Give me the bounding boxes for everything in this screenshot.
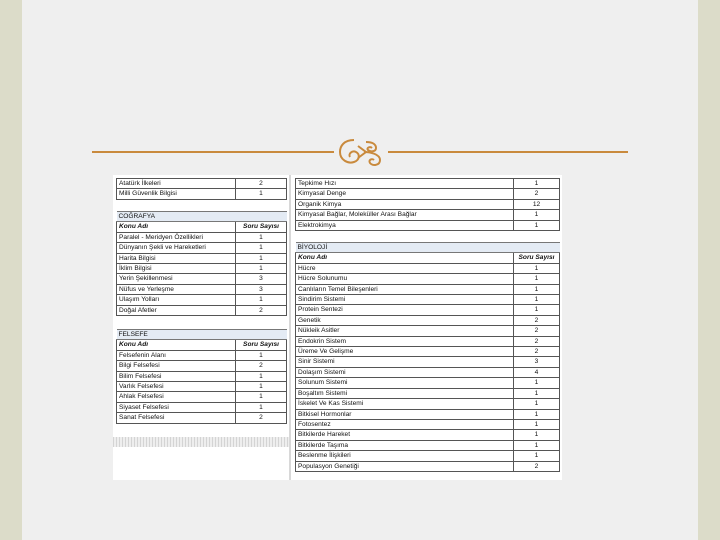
table-row bbox=[296, 336, 560, 346]
question-count-cell: 1 bbox=[514, 274, 560, 284]
column-header-topic: Konu Adı bbox=[117, 222, 236, 232]
table-row bbox=[117, 392, 287, 402]
question-count-cell: 1 bbox=[236, 253, 287, 263]
topic-name-cell: Doğal Afetler bbox=[117, 305, 236, 315]
table-row bbox=[117, 371, 287, 381]
question-count-cell: 1 bbox=[514, 210, 560, 220]
question-count-cell: 1 bbox=[514, 399, 560, 409]
question-count-cell: 2 bbox=[514, 336, 560, 346]
table-row bbox=[296, 295, 560, 305]
topic-name-cell: Nükleik Asitler bbox=[296, 326, 514, 336]
table-header-row bbox=[296, 253, 560, 263]
topic-name-cell: Ulaşım Yolları bbox=[117, 295, 236, 305]
topic-name-cell: Bilim Felsefesi bbox=[117, 371, 236, 381]
table-header-row bbox=[117, 222, 287, 232]
topic-name-cell: Boşaltım Sistemi bbox=[296, 388, 514, 398]
topic-name-cell: Solunum Sistemi bbox=[296, 378, 514, 388]
question-count-cell: 2 bbox=[514, 347, 560, 357]
question-count-cell: 1 bbox=[514, 263, 560, 273]
question-count-cell: 2 bbox=[236, 413, 287, 423]
table-row bbox=[296, 451, 560, 461]
cografya-table bbox=[116, 211, 287, 316]
question-count-cell: 2 bbox=[236, 305, 287, 315]
question-count-cell: 1 bbox=[514, 430, 560, 440]
topic-name-cell: Ahlak Felsefesi bbox=[117, 392, 236, 402]
section-title: FELSEFE bbox=[117, 330, 287, 340]
question-count-cell: 1 bbox=[236, 402, 287, 412]
section-title: BİYOLOJİ bbox=[296, 243, 560, 253]
topic-name-cell: Hücre Solunumu bbox=[296, 274, 514, 284]
question-count-cell: 1 bbox=[236, 243, 287, 253]
panel-separator bbox=[289, 175, 291, 480]
table-row bbox=[296, 179, 560, 189]
table-row bbox=[296, 461, 560, 471]
section-title-row bbox=[117, 330, 287, 340]
topic-name-cell: Paralel - Meridyen Özellikleri bbox=[117, 232, 236, 242]
question-count-cell: 1 bbox=[514, 378, 560, 388]
question-count-cell: 4 bbox=[514, 367, 560, 377]
question-count-cell: 1 bbox=[514, 179, 560, 189]
question-count-cell: 2 bbox=[236, 179, 287, 189]
table-row bbox=[296, 274, 560, 284]
topic-name-cell: Felsefenin Alanı bbox=[117, 350, 236, 360]
question-count-cell: 2 bbox=[514, 326, 560, 336]
question-count-cell: 1 bbox=[514, 388, 560, 398]
question-count-cell: 12 bbox=[514, 199, 560, 209]
table-row bbox=[296, 210, 560, 220]
question-count-cell: 3 bbox=[236, 284, 287, 294]
table-row bbox=[296, 199, 560, 209]
table-row bbox=[117, 264, 287, 274]
topic-name-cell: Genetik bbox=[296, 315, 514, 325]
topic-name-cell: Nüfus ve Yerleşme bbox=[117, 284, 236, 294]
question-count-cell: 1 bbox=[514, 440, 560, 450]
table-row bbox=[117, 179, 287, 189]
question-count-cell: 1 bbox=[514, 284, 560, 294]
question-count-cell: 1 bbox=[236, 264, 287, 274]
table-row bbox=[296, 305, 560, 315]
question-count-cell: 1 bbox=[514, 220, 560, 230]
topic-name-cell: İskelet Ve Kas Sistemi bbox=[296, 399, 514, 409]
topic-name-cell: Sinir Sistemi bbox=[296, 357, 514, 367]
right-top-table bbox=[295, 178, 560, 231]
question-count-cell: 3 bbox=[236, 274, 287, 284]
section-title-row bbox=[117, 212, 287, 222]
table-row bbox=[117, 274, 287, 284]
question-count-cell: 1 bbox=[236, 371, 287, 381]
question-count-cell: 1 bbox=[236, 189, 287, 199]
table-row bbox=[296, 388, 560, 398]
question-count-cell: 1 bbox=[514, 295, 560, 305]
topic-name-cell: Tepkime Hızı bbox=[296, 179, 514, 189]
section-title: COĞRAFYA bbox=[117, 212, 287, 222]
table-row bbox=[117, 350, 287, 360]
question-count-cell: 1 bbox=[514, 305, 560, 315]
question-count-cell: 1 bbox=[236, 232, 287, 242]
topic-name-cell: Sanat Felsefesi bbox=[117, 413, 236, 423]
question-count-cell: 2 bbox=[514, 461, 560, 471]
topic-name-cell: İklim Bilgisi bbox=[117, 264, 236, 274]
table-row bbox=[296, 440, 560, 450]
topic-name-cell: Milli Güvenlik Bilgisi bbox=[117, 189, 236, 199]
column-header-topic: Konu Adı bbox=[117, 340, 236, 350]
topic-name-cell: Beslenme İlişkileri bbox=[296, 451, 514, 461]
topic-name-cell: Kimyasal Bağlar, Moleküller Arası Bağlar bbox=[296, 210, 514, 220]
topic-name-cell: Endokrin Sistem bbox=[296, 336, 514, 346]
table-row bbox=[117, 253, 287, 263]
table-row bbox=[296, 409, 560, 419]
question-count-cell: 1 bbox=[236, 382, 287, 392]
column-header-topic: Konu Adı bbox=[296, 253, 514, 263]
divider-line-left bbox=[92, 151, 334, 153]
table-row bbox=[117, 295, 287, 305]
topic-name-cell: Siyaset Felsefesi bbox=[117, 402, 236, 412]
table-row bbox=[117, 305, 287, 315]
table-row bbox=[117, 382, 287, 392]
table-row bbox=[296, 326, 560, 336]
biyoloji-table bbox=[295, 242, 560, 472]
topic-name-cell: Organik Kimya bbox=[296, 199, 514, 209]
topic-name-cell: Harita Bilgisi bbox=[117, 253, 236, 263]
table-row bbox=[296, 367, 560, 377]
topic-name-cell: Bitkilerde Hareket bbox=[296, 430, 514, 440]
question-count-cell: 2 bbox=[514, 189, 560, 199]
table-row bbox=[296, 357, 560, 367]
table-row bbox=[117, 402, 287, 412]
table-row bbox=[117, 189, 287, 199]
table-row bbox=[296, 189, 560, 199]
left-top-table bbox=[116, 178, 287, 200]
topic-name-cell: Elektrokimya bbox=[296, 220, 514, 230]
table-row bbox=[117, 243, 287, 253]
topic-name-cell: Populasyon Genetiği bbox=[296, 461, 514, 471]
topic-name-cell: Atatürk İlkeleri bbox=[117, 179, 236, 189]
table-row bbox=[296, 419, 560, 429]
table-row bbox=[117, 232, 287, 242]
table-row bbox=[296, 399, 560, 409]
table-row bbox=[296, 263, 560, 273]
topic-name-cell: Canlıların Temel Bileşenleri bbox=[296, 284, 514, 294]
column-header-count: Soru Sayısı bbox=[236, 222, 287, 232]
topic-name-cell: Varlık Felsefesi bbox=[117, 382, 236, 392]
table-row bbox=[296, 315, 560, 325]
topic-name-cell: Bitkilerde Taşıma bbox=[296, 440, 514, 450]
question-count-cell: 1 bbox=[514, 419, 560, 429]
section-title-row bbox=[296, 243, 560, 253]
question-count-cell: 1 bbox=[514, 409, 560, 419]
table-row bbox=[117, 361, 287, 371]
table-header-row bbox=[117, 340, 287, 350]
topic-name-cell: Sindirim Sistemi bbox=[296, 295, 514, 305]
table-row bbox=[296, 378, 560, 388]
question-count-cell: 3 bbox=[514, 357, 560, 367]
column-header-count: Soru Sayısı bbox=[236, 340, 287, 350]
question-count-cell: 2 bbox=[236, 361, 287, 371]
topic-name-cell: Protein Sentezi bbox=[296, 305, 514, 315]
topic-name-cell: Bitkisel Hormonlar bbox=[296, 409, 514, 419]
table-row bbox=[296, 430, 560, 440]
topic-name-cell: Yerin Şekillenmesi bbox=[117, 274, 236, 284]
topic-name-cell: Hücre bbox=[296, 263, 514, 273]
divider-line-right bbox=[388, 151, 628, 153]
bottom-band bbox=[113, 437, 289, 447]
table-row bbox=[296, 347, 560, 357]
topic-name-cell: Üreme Ve Gelişme bbox=[296, 347, 514, 357]
topic-name-cell: Dolaşım Sistemi bbox=[296, 367, 514, 377]
felsefe-table bbox=[116, 329, 287, 424]
topic-name-cell: Dünyanın Şekli ve Hareketleri bbox=[117, 243, 236, 253]
question-count-cell: 1 bbox=[236, 392, 287, 402]
fleuron-ornament-icon bbox=[336, 136, 386, 168]
table-row bbox=[296, 284, 560, 294]
topic-name-cell: Fotosentez bbox=[296, 419, 514, 429]
column-header-count: Soru Sayısı bbox=[514, 253, 560, 263]
table-row bbox=[117, 413, 287, 423]
table-row bbox=[296, 220, 560, 230]
topic-name-cell: Bilgi Felsefesi bbox=[117, 361, 236, 371]
table-row bbox=[117, 284, 287, 294]
topic-name-cell: Kimyasal Denge bbox=[296, 189, 514, 199]
question-count-cell: 2 bbox=[514, 315, 560, 325]
question-count-cell: 1 bbox=[236, 350, 287, 360]
question-count-cell: 1 bbox=[236, 295, 287, 305]
question-count-cell: 1 bbox=[514, 451, 560, 461]
